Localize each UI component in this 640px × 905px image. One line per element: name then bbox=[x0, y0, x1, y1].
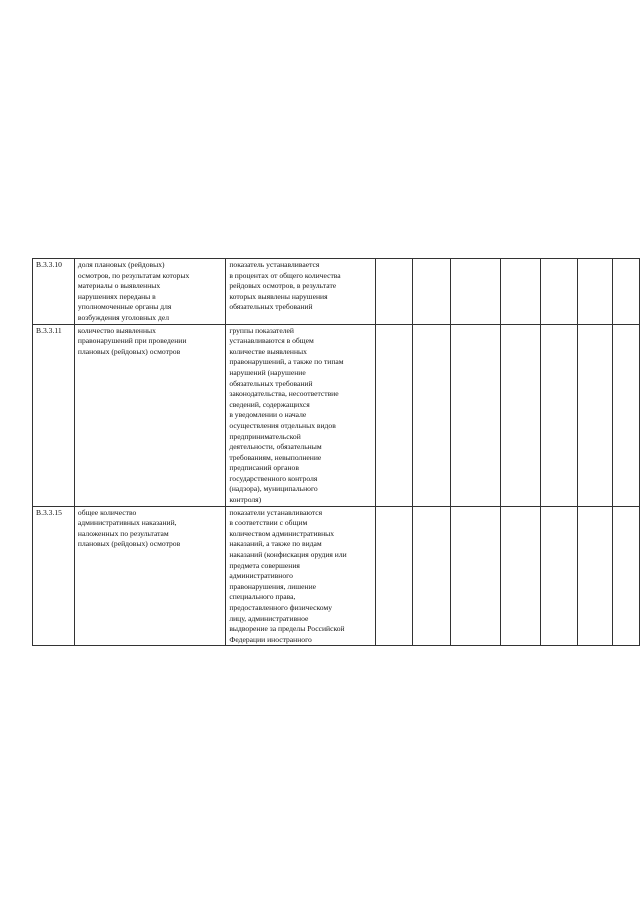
indicator-note: показатель устанавливается в процентах от общего количества рейдовых осмотров, в результате которых выявлены нарушения обязательных требований bbox=[226, 259, 375, 325]
empty-cell bbox=[451, 506, 501, 646]
empty-cell bbox=[412, 506, 451, 646]
indicator-code: В.3.3.10 bbox=[33, 259, 75, 325]
empty-cell bbox=[500, 324, 540, 506]
empty-cell bbox=[451, 259, 501, 325]
empty-cell bbox=[578, 259, 613, 325]
empty-cell bbox=[412, 259, 451, 325]
empty-cell bbox=[375, 506, 412, 646]
empty-cell bbox=[540, 324, 578, 506]
empty-cell bbox=[613, 506, 640, 646]
indicator-note: группы показателей устанавливаются в общем количестве выявленных правонарушений, а также по типам нарушений (нарушение обязательных требований законодательства, несоответствие сведений, содержащихся в уведомлении о начале осуществления отдельных видов предпринимательской деятельности, обязательным требованиям, невыполнение предписаний органов государственного контроля (надзора), муниципального контроля) bbox=[226, 324, 375, 506]
table-row bbox=[33, 259, 640, 325]
empty-cell bbox=[613, 259, 640, 325]
indicator-name: доля плановых (рейдовых) осмотров, по результатам которых материалы о выявленных нарушениях переданы в уполномоченные органы для возбуждения уголовных дел bbox=[74, 259, 225, 325]
empty-cell bbox=[375, 324, 412, 506]
empty-cell bbox=[540, 506, 578, 646]
empty-cell bbox=[500, 506, 540, 646]
empty-cell bbox=[412, 324, 451, 506]
indicator-note: показатели устанавливаются в соответствии с общим количеством административных наказаний, а также по видам наказаний (конфискация орудия или предмета совершения административного правонарушения, лишение специального права, предоставленного физическому лицу, административное выдворение за пределы Российской Федерации иностранного bbox=[226, 506, 375, 646]
indicator-code: В.3.3.11 bbox=[33, 324, 75, 506]
empty-cell bbox=[578, 506, 613, 646]
table-row bbox=[33, 506, 640, 646]
empty-cell bbox=[375, 259, 412, 325]
empty-cell bbox=[500, 259, 540, 325]
empty-cell bbox=[613, 324, 640, 506]
table-row bbox=[33, 324, 640, 506]
indicator-name: общее количество административных наказаний, наложенных по результатам плановых (рейдовых) осмотров bbox=[74, 506, 225, 646]
indicator-name: количество выявленных правонарушений при проведении плановых (рейдовых) осмотров bbox=[74, 324, 225, 506]
empty-cell bbox=[540, 259, 578, 325]
indicators-table bbox=[32, 258, 640, 646]
empty-cell bbox=[451, 324, 501, 506]
indicator-code: В.3.3.15 bbox=[33, 506, 75, 646]
empty-cell bbox=[578, 324, 613, 506]
